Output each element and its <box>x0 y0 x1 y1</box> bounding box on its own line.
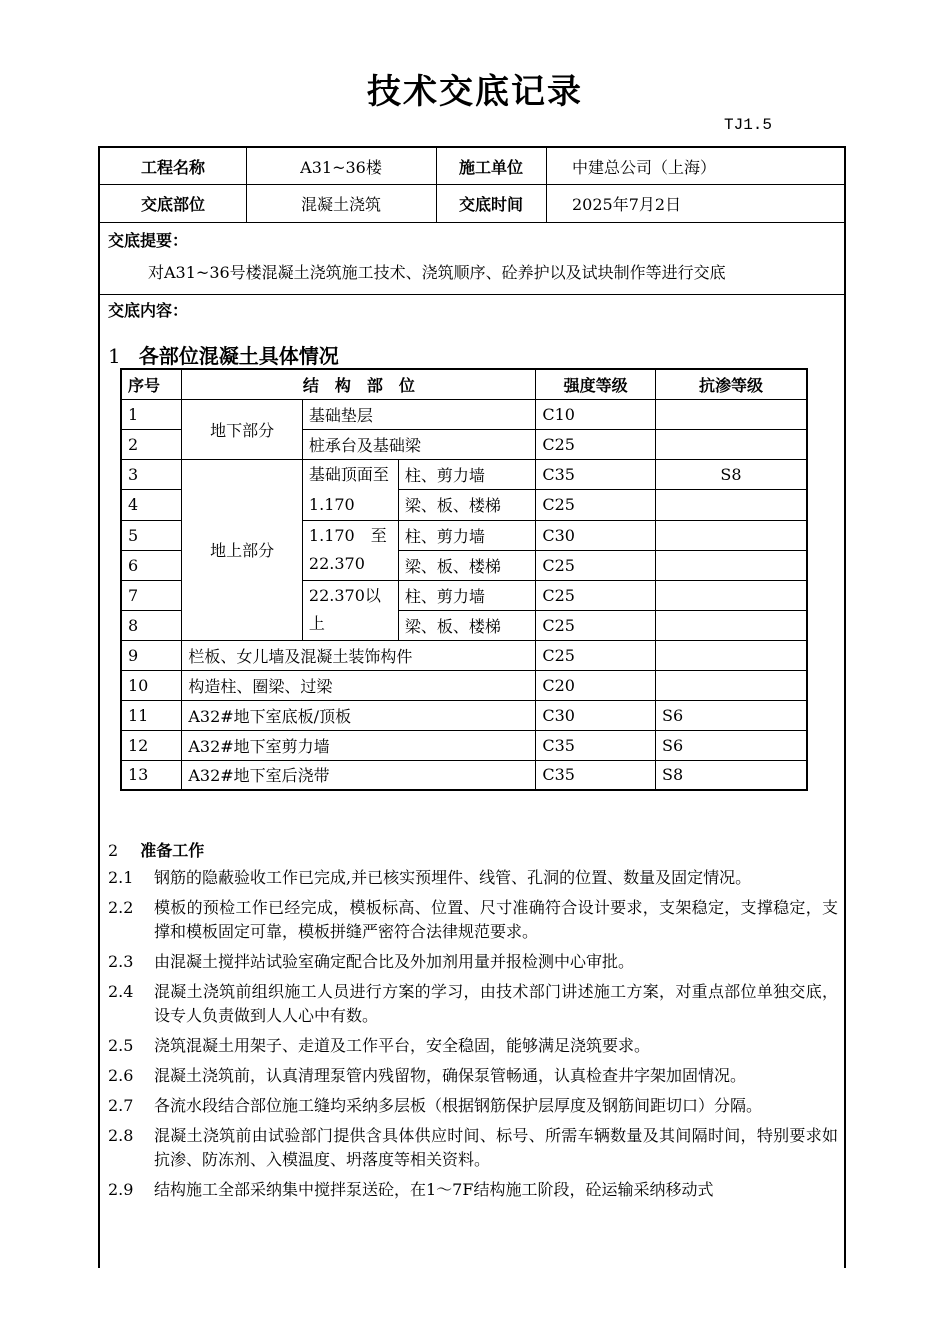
list-item <box>108 1064 838 1088</box>
project-value: A31~36楼 <box>300 157 382 177</box>
th-part: 结 构 部 位 <box>182 369 536 399</box>
row-num: 2 <box>121 429 182 459</box>
row-grade: C25 <box>536 580 656 610</box>
header-row-project <box>100 148 844 185</box>
item-number: 2.2 <box>108 898 134 917</box>
row-seepage <box>656 429 808 459</box>
row-num: 6 <box>121 550 182 580</box>
row-item: 基础垫层 <box>302 399 535 429</box>
item-text: 浇筑混凝土用架子、走道及工作平台，安全稳固，能够满足浇筑要求。 <box>154 1036 651 1055</box>
section-2-title: 准备工作 <box>140 841 205 860</box>
part-value: 混凝土浇筑 <box>300 194 381 214</box>
row-seepage: S8 <box>656 459 808 490</box>
table-row <box>121 459 807 490</box>
unit-label: 施工单位 <box>458 157 523 177</box>
row-item: 栏板、女儿墙及混凝土装饰构件 <box>182 640 536 670</box>
row-seepage <box>656 399 808 429</box>
item-text: 模板的预检工作已经完成，模板标高、位置、尺寸准确符合设计要求，支架稳定，支撑稳定，支撑和模板固定可靠，模板拼缝严密符合法律规范要求。 <box>154 898 838 941</box>
row-item: 柱、剪力墙 <box>398 520 536 550</box>
row-num: 1 <box>121 399 182 429</box>
item-number: 2.1 <box>108 868 134 887</box>
row-num: 12 <box>121 730 182 760</box>
row-item: 梁、板、楼梯 <box>398 490 536 521</box>
sub-range-b: 1.170 至22.370 <box>302 520 398 580</box>
row-grade: C25 <box>536 610 656 640</box>
sub-range-a: 基础顶面至1.170 <box>302 459 398 520</box>
table-row <box>121 700 807 730</box>
list-item <box>108 1034 838 1058</box>
header-row-part <box>100 184 844 223</box>
item-number: 2.7 <box>108 1096 134 1115</box>
preparation-list <box>108 866 838 1208</box>
row-seepage: S6 <box>656 730 808 760</box>
item-text: 混凝土浇筑前由试验部门提供含具体供应时间、标号、所需车辆数量及其间隔时间，特别要求如抗渗、防冻剂、入模温度、坍落度等相关资料。 <box>154 1126 838 1169</box>
row-num: 8 <box>121 610 182 640</box>
list-item <box>108 866 838 890</box>
row-item: 构造柱、圈梁、过梁 <box>182 670 536 700</box>
row-seepage <box>656 640 808 670</box>
item-text: 钢筋的隐蔽验收工作已完成,并已核实预埋件、线管、孔洞的位置、数量及固定情况。 <box>154 868 752 887</box>
row-grade: C25 <box>536 429 656 459</box>
list-item <box>108 980 838 1028</box>
item-text: 由混凝土搅拌站试验室确定配合比及外加剂用量并报检测中心审批。 <box>154 952 635 971</box>
section-1-heading <box>108 340 339 369</box>
row-grade: C35 <box>536 730 656 760</box>
row-seepage <box>656 490 808 521</box>
row-seepage <box>656 610 808 640</box>
row-grade: C10 <box>536 399 656 429</box>
item-text: 各流水段结合部位施工缝均采纳多层板（根据钢筋保护层厚度及钢筋间距切口）分隔。 <box>154 1096 763 1115</box>
th-seepage: 抗渗等级 <box>656 369 808 399</box>
row-item: 柱、剪力墙 <box>398 580 536 610</box>
row-grade: C20 <box>536 670 656 700</box>
item-number: 2.8 <box>108 1126 134 1145</box>
row-seepage <box>656 520 808 550</box>
table-row <box>121 399 807 429</box>
row-item: A32#地下室后浇带 <box>182 760 536 790</box>
document-title: 技术交底记录 <box>367 72 583 112</box>
row-num: 13 <box>121 760 182 790</box>
row-grade: C25 <box>536 550 656 580</box>
row-seepage: S8 <box>656 760 808 790</box>
row-num: 3 <box>121 459 182 490</box>
time-value: 2025年7月2日 <box>572 194 682 214</box>
time-label: 交底时间 <box>458 194 523 214</box>
row-item: 梁、板、楼梯 <box>398 550 536 580</box>
row-grade: C35 <box>536 459 656 490</box>
section-2-number: 2 <box>108 841 119 860</box>
row-seepage <box>656 670 808 700</box>
th-seq: 序号 <box>121 369 182 399</box>
row-item: 柱、剪力墙 <box>398 459 536 490</box>
content-label: 交底内容： <box>108 301 189 320</box>
row-grade: C30 <box>536 520 656 550</box>
list-item <box>108 896 838 944</box>
sub-range-c: 22.370以上 <box>302 580 398 640</box>
row-grade: C35 <box>536 760 656 790</box>
th-strength: 强度等级 <box>536 369 656 399</box>
summary-block <box>100 222 844 295</box>
row-grade: C25 <box>536 490 656 521</box>
row-seepage <box>656 550 808 580</box>
unit-value: 中建总公司（上海） <box>572 157 717 177</box>
row-item: 梁、板、楼梯 <box>398 610 536 640</box>
row-num: 10 <box>121 670 182 700</box>
row-num: 4 <box>121 490 182 521</box>
row-item: A32#地下室底板/顶板 <box>182 700 536 730</box>
table-row <box>121 640 807 670</box>
row-seepage <box>656 580 808 610</box>
item-text: 混凝土浇筑前，认真清理泵管内残留物，确保泵管畅通，认真检查井字架加固情况。 <box>154 1066 747 1085</box>
summary-text: 对A31~36号楼混凝土浇筑施工技术、浇筑顺序、砼养护以及试块制作等进行交底 <box>148 263 726 282</box>
item-number: 2.3 <box>108 952 134 971</box>
row-num: 5 <box>121 520 182 550</box>
form-code: TJ1.5 <box>724 116 773 134</box>
row-grade: C30 <box>536 700 656 730</box>
list-item <box>108 1178 838 1202</box>
list-item <box>108 1094 838 1118</box>
summary-label: 交底提要： <box>108 231 189 250</box>
part-label: 交底部位 <box>140 194 205 214</box>
item-number: 2.6 <box>108 1066 134 1085</box>
project-label: 工程名称 <box>140 157 205 177</box>
item-number: 2.9 <box>108 1180 134 1199</box>
item-text: 混凝土浇筑前组织施工人员进行方案的学习，由技术部门讲述施工方案，对重点部位单独交底，设专人负责做到人人心中有数。 <box>154 982 838 1025</box>
item-number: 2.4 <box>108 982 134 1001</box>
row-item: 桩承台及基础梁 <box>302 429 535 459</box>
row-num: 9 <box>121 640 182 670</box>
group-underground: 地下部分 <box>182 399 303 459</box>
section-1-title: 各部位混凝土具体情况 <box>138 344 339 368</box>
row-item: A32#地下室剪力墙 <box>182 730 536 760</box>
item-number: 2.5 <box>108 1036 134 1055</box>
row-num: 11 <box>121 700 182 730</box>
list-item <box>108 1124 838 1172</box>
section-2-heading <box>108 838 204 861</box>
row-seepage: S6 <box>656 700 808 730</box>
row-grade: C25 <box>536 640 656 670</box>
concrete-grade-table <box>120 368 808 791</box>
item-text: 结构施工全部采纳集中搅拌泵送砼，在1～7F结构施工阶段，砼运输采纳移动式 <box>154 1180 714 1199</box>
table-row <box>121 760 807 790</box>
list-item <box>108 950 838 974</box>
table-header-row <box>121 369 807 399</box>
table-row <box>121 670 807 700</box>
table-row <box>121 730 807 760</box>
group-above-ground: 地上部分 <box>182 459 303 640</box>
row-num: 7 <box>121 580 182 610</box>
section-1-number: 1 <box>108 344 121 368</box>
record-form <box>98 146 846 1268</box>
